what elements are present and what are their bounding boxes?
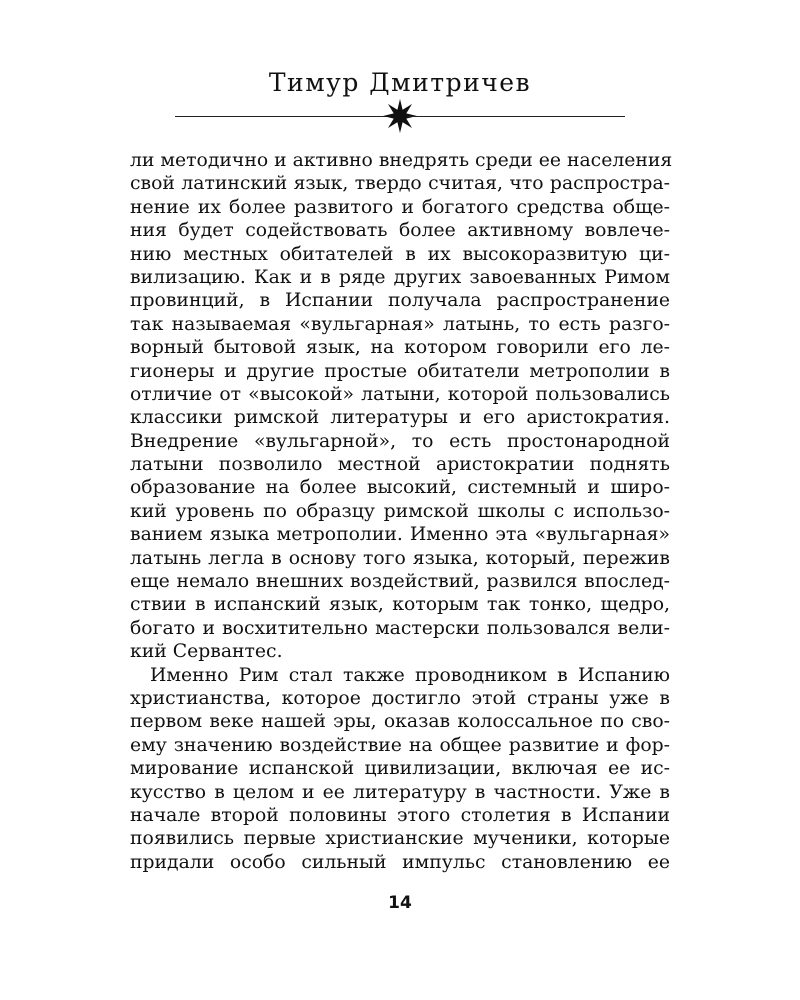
header-ornament [175,100,625,134]
text-line: отличие от «высокой» латыни, которой пользовались [130,383,670,405]
text-line: мирование испанской цивилизации, включая ее ис- [130,758,670,780]
text-line: кий Сервантес. [130,641,283,663]
ornament-rule-right [407,116,625,117]
text-line: ния будет содействовать более активному вовлече- [130,220,670,242]
body-text [130,149,673,874]
text-line: ворный бытовой язык, на котором говорили его ле- [130,337,670,359]
text-line: латыни позволило местной аристократии поднять [130,454,670,476]
paragraph-1 [130,149,673,664]
text-line: начале второй половины этого столетия в Испании [130,804,670,826]
text-line: Внедрение «вульгарной», то есть простонародной [130,430,670,452]
text-line: ванием языка метрополии. Именно эта «вульгарная» [130,524,670,546]
paragraph-2 [130,664,670,875]
text-line: гионеры и другие простые обитатели метрополии в [130,360,670,382]
text-line: классики римской литературы и его аристократия. [130,407,670,429]
text-line: образование на более высокий, системный и широ- [130,477,670,499]
text-line: кий уровень по образцу римской школы с использо- [130,500,670,522]
text-line: нию местных обитателей в их высокоразвитую ци- [130,243,670,265]
text-line: ствии в испанский язык, которым так тонко, щедро, [130,594,670,616]
text-line: ему значению воздействие на общее развитие и фор- [130,734,670,756]
text-line: богато и восхитительно мастерски пользовался вели- [130,617,670,639]
text-line: первом веке нашей эры, оказав колоссальное по сво- [130,711,670,733]
text-line: провинций, в Испании получала распространение [130,290,670,312]
ornament-rule-left [175,116,393,117]
text-line: Именно Рим стал также проводником в Испанию [150,664,670,686]
text-line: латынь легла в основу того языка, который, пережив [130,547,670,569]
text-line: свой латинский язык, твердо считая, что распростра- [130,173,670,195]
text-line: кусство в целом и ее литературу в частности. Уже в [130,781,670,803]
text-line: вилизацию. Как и в ряде других завоеванных Римом [130,266,670,288]
text-line: нение их более развитого и богатого средства обще- [130,196,670,218]
text-line: придали особо сильный импульс становлению ее [130,851,670,873]
page-number: 14 [388,893,412,913]
text-line: ли методично и активно внедрять среди ее населения [130,150,673,171]
text-line: еще немало внешних воздействий, развился впослед- [130,571,670,593]
running-head: Тимур Дмитричев [268,68,532,97]
text-line: появились первые христианские мученики, которые [130,828,670,850]
text-line: христианства, которое достигло этой страны уже в [130,687,670,709]
text-line: так называемая «вульгарная» латынь, то есть разго- [130,313,670,335]
